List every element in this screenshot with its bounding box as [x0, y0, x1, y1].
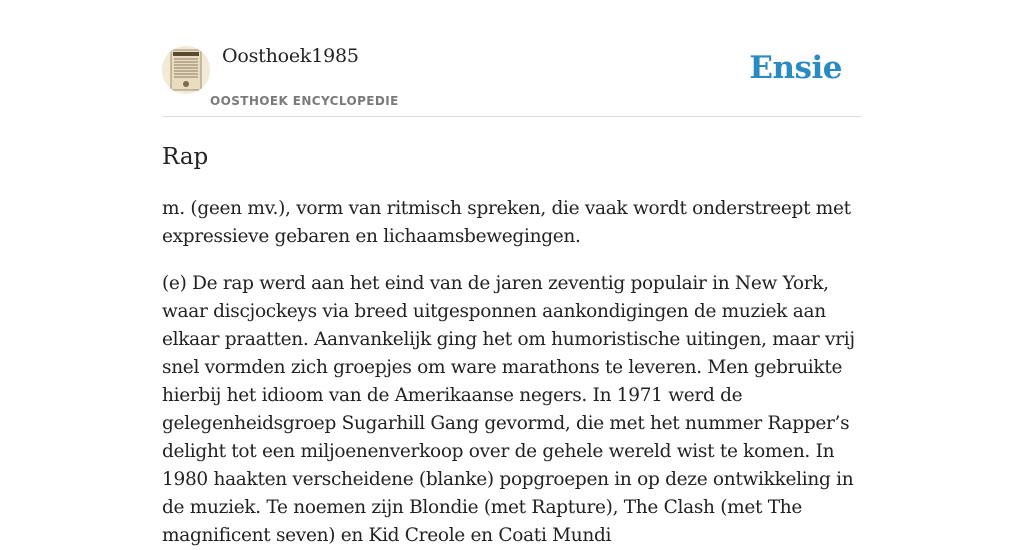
entry-title: Rap: [162, 144, 209, 170]
brand-logo[interactable]: Ensie: [749, 50, 842, 86]
entry-body: (e) De rap werd aan het eind van de jaren zeventig populair in New York, waar discjockeys via breed uitgesponnen aankondigingen de muziek aan elkaar praatten. Aanvankelijk ging het om humoristische uitingen, maar vrij snel vormden zich groepjes om ware marathons te leveren. Men gebruikte hierbij het idioom van de Amerikaanse negers. In 1971 werd de gelegenheidsgroep Sugarhill Gang gevormd, die met het nummer Rapper’s delight tot een miljoenenverkoop over de gehele wereld wist te komen. In 1980 haakten verscheidene (blanke) popgroepen in op deze ontwikkeling in de muziek. Te noemen zijn Blondie (met Rapture), The Clash (met The magnificent seven) en Kid Creole en Coati Mundi: [162, 273, 855, 546]
entry-card: [162, 0, 862, 550]
entry-definition: m. (geen mv.), vorm van ritmisch spreken, die vaak wordt onderstreept met expressieve gebaren en lichaamsbewegingen.: [162, 198, 851, 247]
avatar[interactable]: [162, 46, 210, 94]
encyclopedia-cover-icon: [162, 46, 210, 94]
entry-header: [162, 0, 862, 117]
author-name[interactable]: Oosthoek1985: [222, 45, 359, 67]
source-label[interactable]: OOSTHOEK ENCYCLOPEDIE: [210, 94, 399, 108]
